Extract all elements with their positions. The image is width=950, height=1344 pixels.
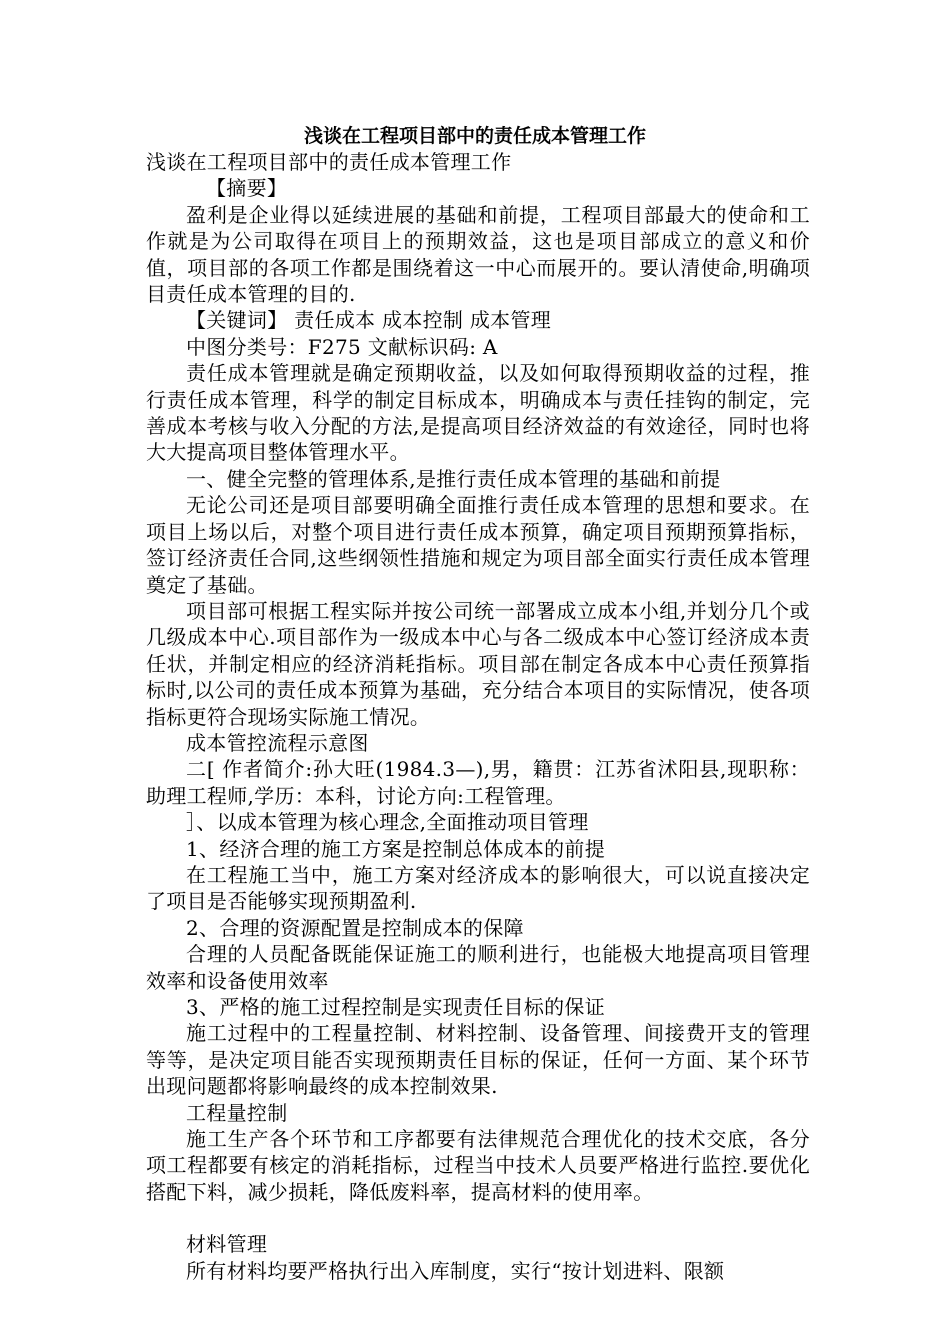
- keywords-line: 【关键词】 责任成本 成本控制 成本管理: [186, 308, 552, 333]
- subsection-heading: 3、严格的施工过程控制是实现责任目标的保证: [186, 995, 606, 1019]
- body-paragraph: 施工生产各个环节和工序都要有法律规范合理优化的技术交底，各分项工程都要有核定的消耗指标，过程当中技术人员要严格进行监控.要优化搭配下料，减少损耗，降低废料率，提高材料的使用率。: [146, 1127, 810, 1204]
- subsection-heading: 1、经济合理的施工方案是控制总体成本的前提: [186, 836, 606, 861]
- section-heading: ］、以成本管理为核心理念,全面推动项目管理: [186, 810, 589, 835]
- abstract-heading: 【摘要】: [206, 176, 288, 201]
- document-title: 浅谈在工程项目部中的责任成本管理工作: [303, 125, 646, 147]
- body-paragraph: 项目部可根据工程实际并按公司统一部署成立成本小组,并划分几个或几级成本中心.项目部作为一级成本中心与各二级成本中心签订经济成本责任状，并制定相应的经济消耗指标。项目部在制定各成本中心责任预算指标时,以公司的责任成本预算为基础，充分结合本项目的实际情况，使各项指标更符合现场实际施工情况。: [146, 598, 810, 729]
- item-heading: 材料管理: [186, 1232, 268, 1257]
- figure-caption: 成本管控流程示意图: [186, 730, 369, 755]
- body-paragraph: 无论公司还是项目部要明确全面推行责任成本管理的思想和要求。在项目上场以后，对整个项目进行责任成本预算，确定项目预期预算指标，签订经济责任合同,这些纲领性措施和规定为项目部全面实行责任成本管理奠定了基础。: [146, 493, 810, 597]
- subsection-heading: 2、合理的资源配置是控制成本的保障: [186, 915, 524, 940]
- subtitle-line: 浅谈在工程项目部中的责任成本管理工作: [146, 150, 512, 174]
- abstract-paragraph: 盈利是企业得以延续进展的基础和前提，工程项目部最大的使命和工作就是为公司取得在项目上的预期效益，这也是项目部成立的意义和价值，项目部的各项工作都是围绕着这一中心而展开的。要认清使命,明确项目责任成本管理的目的.: [146, 202, 810, 307]
- author-note: 二[ 作者简介:孙大旺(1984.3—),男，籍贯：江苏省沭阳县,现职称：助理工程师,学历：本科，讨论方向:工程管理。: [146, 757, 810, 808]
- classification-line: 中图分类号：F275 文献标识码: A: [186, 334, 498, 359]
- document-body: [146, 149, 810, 1284]
- item-heading: 工程量控制: [186, 1100, 288, 1125]
- body-paragraph: 所有材料均要严格执行出入库制度，实行“按计划进料、限额: [186, 1258, 725, 1283]
- body-paragraph: 施工过程中的工程量控制、材料控制、设备管理、间接费开支的管理等等，是决定项目能否实现预期责任目标的保证，任何一方面、某个环节出现问题都将影响最终的成本控制效果.: [146, 1021, 810, 1099]
- body-paragraph: 合理的人员配备既能保证施工的顺利进行，也能极大地提高项目管理效率和设备使用效率: [146, 942, 810, 993]
- body-paragraph: 责任成本管理就是确定预期收益，以及如何取得预期收益的过程，推行责任成本管理，科学的制定目标成本，明确成本与责任挂钩的制定，完善成本考核与收入分配的方法,是提高项目经济效益的有效途径，同时也将大大提高项目整体管理水平。: [146, 361, 810, 465]
- body-paragraph: 在工程施工当中，施工方案对经济成本的影响很大，可以说直接决定了项目是否能够实现预期盈利.: [146, 862, 810, 914]
- section-heading: 一、健全完整的管理体系,是推行责任成本管理的基础和前提: [186, 466, 721, 491]
